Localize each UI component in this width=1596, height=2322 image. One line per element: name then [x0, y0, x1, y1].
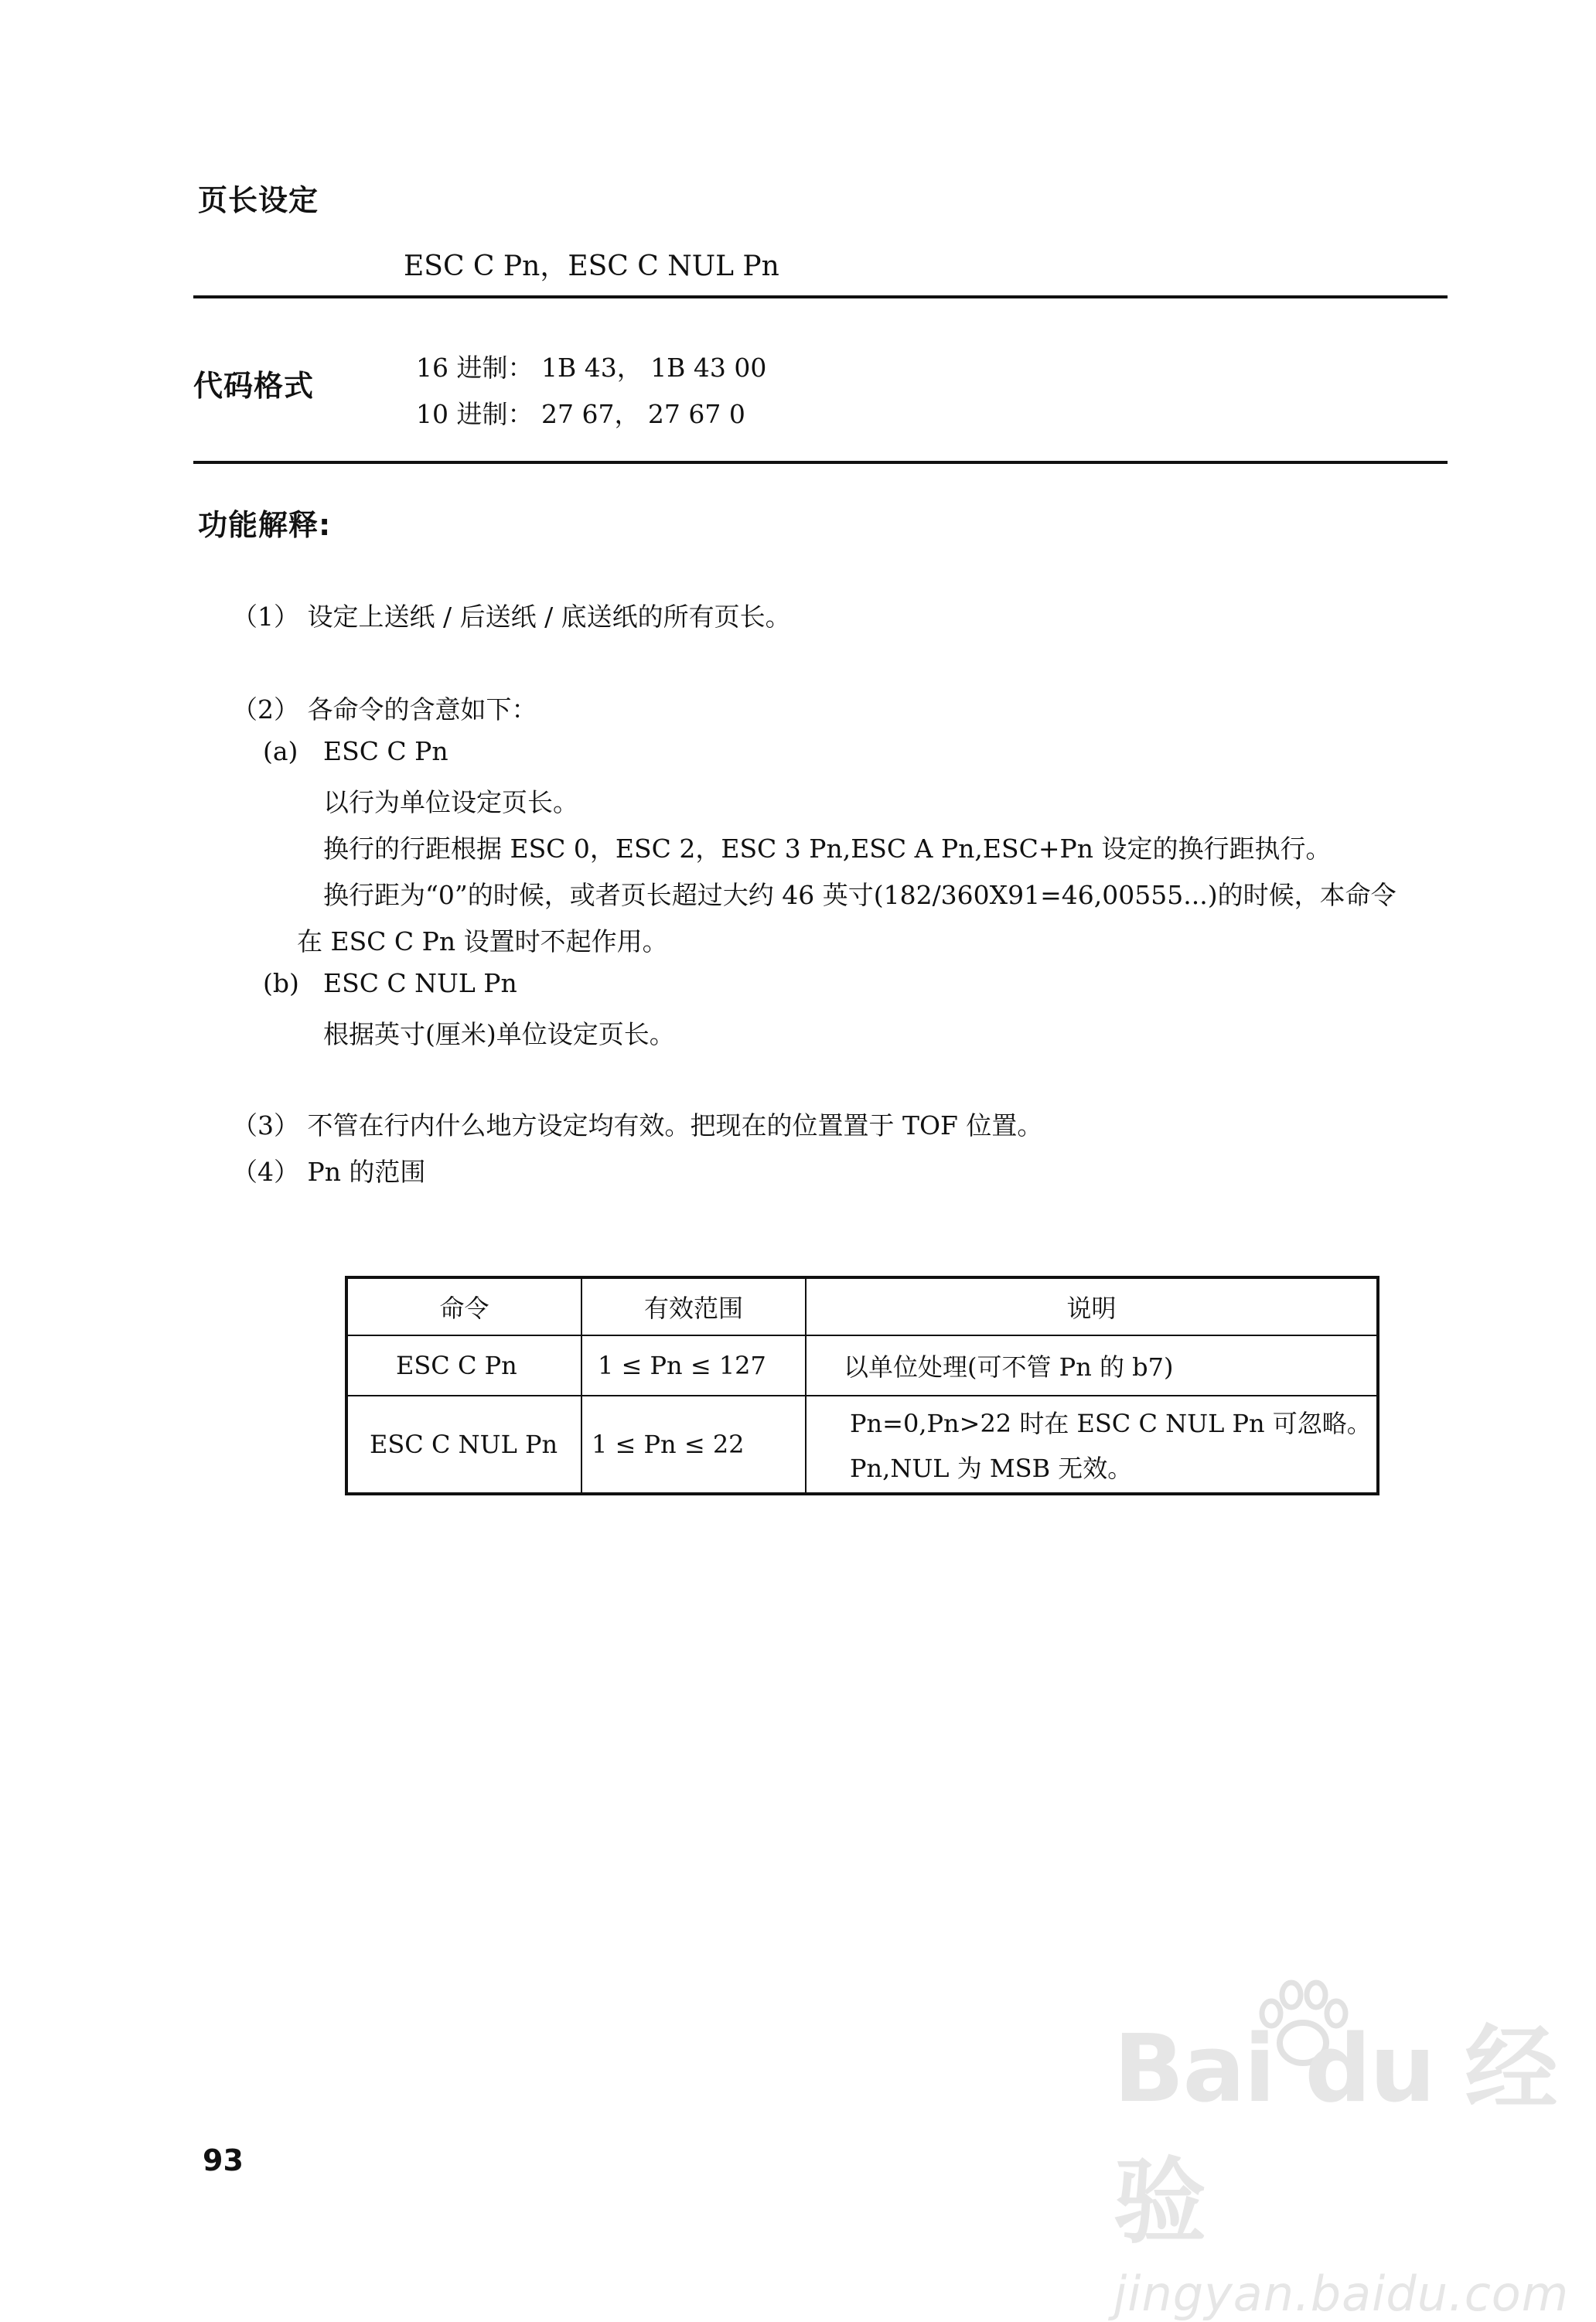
sub-b-marker: (b)	[263, 968, 299, 998]
header-command: 命令	[346, 1277, 581, 1335]
item-2: （2） 各命令的含意如下：	[232, 694, 537, 725]
function-label: 功能解释:	[198, 508, 332, 542]
sub-a-line-3: 换行距为“0”的时候，或者页长超过大约 46 英寸(182/360X91=46,00555...)的时候，本命令	[323, 880, 1396, 910]
table-row	[346, 1396, 1378, 1494]
cell-range: 1 ≤ Pn ≤ 22	[581, 1396, 806, 1494]
header-range: 有效范围	[581, 1277, 806, 1335]
header-description: 说明	[806, 1277, 1378, 1335]
sub-a-title: ESC C Pn	[323, 736, 448, 766]
cell-command: ESC C Pn	[346, 1335, 581, 1396]
sub-a-line-2: 换行的行距根据 ESC 0，ESC 2，ESC 3 Pn,ESC A Pn,ESC+Pn 设定的换行距执行。	[323, 834, 1332, 864]
divider-top	[193, 295, 1448, 298]
cell-description-line-2: Pn,NUL 为 MSB 无效。	[850, 1454, 1133, 1483]
sub-b-line-1: 根据英寸(厘米)单位设定页长。	[323, 1019, 675, 1049]
baidu-watermark	[1113, 1995, 1596, 2322]
code-format-label: 代码格式	[193, 369, 315, 403]
sub-a-line-4: 在 ESC C Pn 设置时不起作用。	[297, 926, 668, 956]
cell-command: ESC C NUL Pn	[346, 1396, 581, 1494]
page-number: 93	[203, 2143, 244, 2177]
table-row	[346, 1335, 1378, 1396]
cell-description-line-1: Pn=0,Pn>22 时在 ESC C NUL Pn 可忽略。	[850, 1409, 1372, 1438]
code-format-dec: 10 进制： 27 67， 27 67 0	[416, 399, 745, 429]
sub-a-line-1: 以行为单位设定页长。	[323, 787, 578, 817]
item-1: （1） 设定上送纸 / 后送纸 / 底送纸的所有页长。	[232, 602, 791, 632]
code-format-hex: 16 进制： 1B 43， 1B 43 00	[416, 353, 767, 383]
sub-b-title: ESC C NUL Pn	[323, 968, 517, 998]
table-header-row	[346, 1277, 1378, 1335]
cell-range: 1 ≤ Pn ≤ 127	[581, 1335, 806, 1396]
watermark-url: jingyan.baidu.com	[1113, 2266, 1570, 2322]
cell-description	[806, 1396, 1378, 1494]
pn-range-table	[345, 1276, 1379, 1495]
item-4: （4） Pn 的范围	[232, 1157, 426, 1187]
cell-description: 以单位处理(可不管 Pn 的 b7)	[806, 1335, 1378, 1396]
divider-bottom	[193, 461, 1448, 464]
watermark-logo: Bai du 经验	[1113, 2016, 1557, 2256]
item-3: （3） 不管在行内什么地方设定均有效。把现在的位置置于 TOF 位置。	[232, 1110, 1043, 1141]
command-syntax: ESC C Pn，ESC C NUL Pn	[404, 251, 779, 282]
sub-a-marker: (a)	[263, 736, 298, 766]
section-title: 页长设定	[198, 183, 319, 217]
